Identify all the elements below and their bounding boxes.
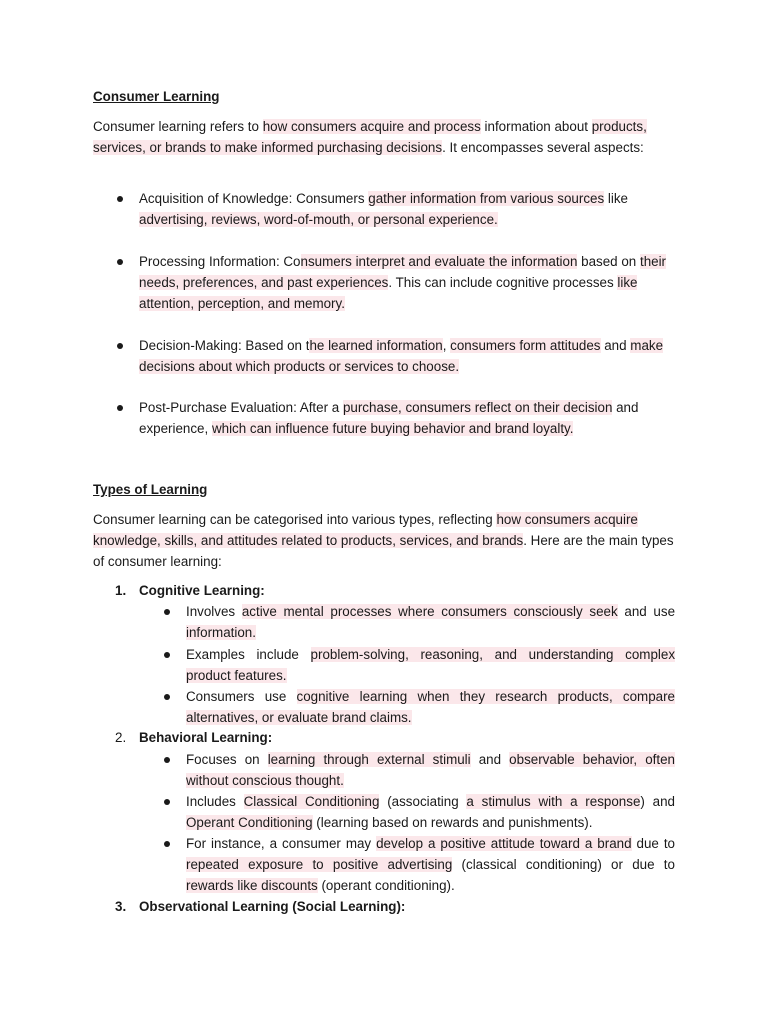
aspect-item: Decision-Making: Based on the learned information, consumers form attitudes and make decisions about which products or services to choose.	[139, 335, 675, 377]
list-number: 1.	[115, 583, 127, 598]
learning-point: Examples include problem-solving, reasoning, and understanding complex product features.	[186, 644, 675, 686]
learning-point: Involves active mental processes where consumers consciously seek and use information.	[186, 601, 675, 643]
section-title-consumer-learning: Consumer Learning	[93, 89, 220, 104]
learning-point: Includes Classical Conditioning (associating a stimulus with a response) and Operant Conditioning (learning based on rewards and punishments).	[186, 791, 675, 833]
learning-type-behavioral: 2. Behavioral Learning:	[139, 727, 675, 748]
list-number: 3.	[115, 899, 127, 914]
types-of-learning-intro: Consumer learning can be categorised into various types, reflecting how consumers acquire knowledge, skills, and attitudes related to products, services, and brands. Here are the main types of consumer learning:	[93, 512, 674, 569]
aspect-item: Post-Purchase Evaluation: After a purchase, consumers reflect on their decision and experience, which can influence future buying behavior and brand loyalty.	[139, 397, 675, 439]
learning-type-cognitive: 1. Cognitive Learning:	[139, 580, 675, 601]
learning-type-observational: 3. Observational Learning (Social Learning):	[139, 896, 675, 917]
list-number: 2.	[115, 730, 127, 745]
consumer-learning-intro: Consumer learning refers to how consumers acquire and process information about products, services, or brands to make informed purchasing decisions. It encompasses several aspects:	[93, 119, 647, 155]
learning-point: Focuses on learning through external stimuli and observable behavior, often without conscious thought.	[186, 749, 675, 791]
learning-point: Consumers use cognitive learning when they research products, compare alternatives, or evaluate brand claims.	[186, 686, 675, 728]
learning-point: For instance, a consumer may develop a positive attitude toward a brand due to repeated exposure to positive advertising (classical conditioning) or due to rewards like discounts (operant conditioning).	[186, 833, 675, 896]
section-title-types-of-learning: Types of Learning	[93, 482, 208, 497]
aspect-item: Processing Information: Consumers interpret and evaluate the information based on their needs, preferences, and past experiences. This can include cognitive processes like attention, perception, and memory.	[139, 251, 675, 314]
aspect-item: Acquisition of Knowledge: Consumers gather information from various sources like advertising, reviews, word-of-mouth, or personal experience.	[139, 188, 675, 230]
